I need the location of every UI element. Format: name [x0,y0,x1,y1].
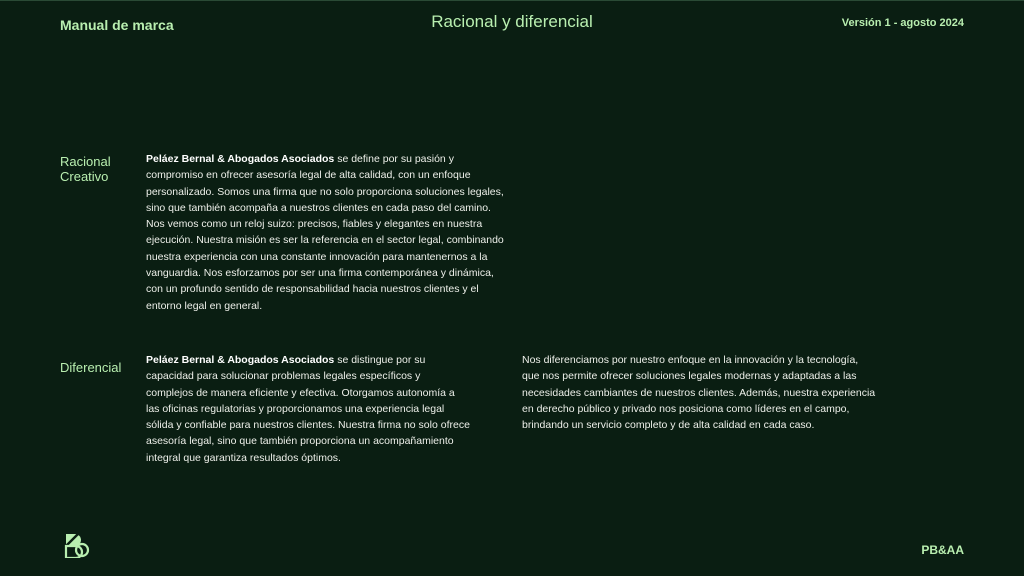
diferencial-paragraph-left [146,352,470,466]
diferencial-paragraph-right: Nos diferenciamos por nuestro enfoque en la innovación y la tecnología, que nos permite ofrecer soluciones legales modernas y adaptadas a las necesidades cambiantes de nuestros clientes. Además, nuestra experiencia en derecho público y privado nos posiciona como líderes en el campo, brindando un servicio completo y de alta calidad en cada caso. [522,354,876,432]
version-label: Versión 1 - agosto 2024 [841,17,964,29]
section-label-racional [60,154,140,184]
top-divider [0,0,1024,1]
page-title: Racional y diferencial [431,12,593,31]
racional-body: se define por su pasión y compromiso en ofrecer asesoría legal de alta calidad, con un enfoque personalizado. Somos una firma que no solo proporciona soluciones legales, sino que también acompaña a nuestros clientes en cada paso del camino. Nos vemos como un reloj suizo: precisos, fiables y elegantes en nuestra ejecución. Nuestra misión es ser la referencia en el sector legal, combinando nuestra experiencia con una constante innovación para mantenernos a la vanguardia. Nos esforzamos por ser una firma contemporánea y dinámica, con un profundo sentido de responsabilidad hacia nuestros clientes y el entorno legal en general. [146,153,504,312]
racional-paragraph [146,151,506,314]
section-label-line-2: Creativo [60,169,109,184]
section-label-line-1: Racional [60,154,111,169]
firm-name: Peláez Bernal & Abogados Asociados [146,354,335,366]
section-label-diferencial: Diferencial [60,360,122,375]
diferencial-body-left: se distingue por su capacidad para solucionar problemas legales específicos y complejos de manera eficiente y efectiva. Otorgamos autonomía a las oficinas regulatorias y proporcionamos una experiencia legal sólida y confiable para nuestros clientes. Nuestra firma no solo ofrece asesoría legal, sino que también proporciona un acompañamiento integral que garantiza resultados óptimos. [146,354,470,464]
firm-name: Peláez Bernal & Abogados Asociados [146,153,335,165]
brand-manual-title: Manual de marca [60,17,174,33]
footer-brand-mark: PB&AA [921,543,964,557]
pb-monogram-icon [64,532,90,558]
